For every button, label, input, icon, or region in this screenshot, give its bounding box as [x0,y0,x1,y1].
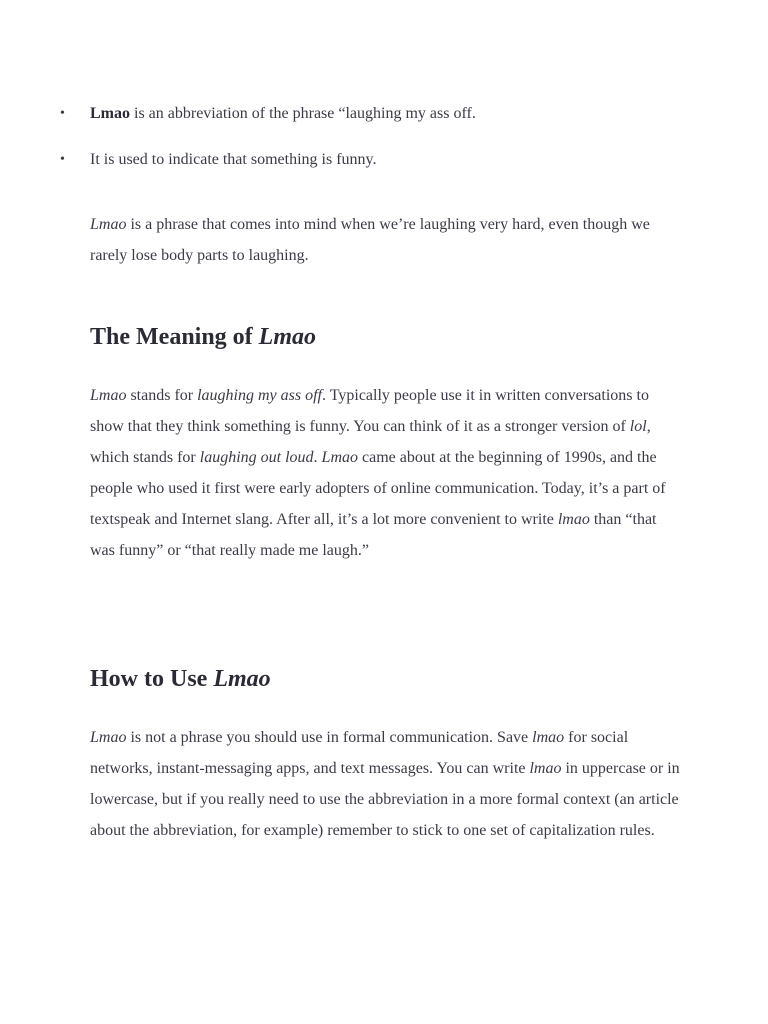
span-italic: Lmao [90,729,127,746]
heading-how-to-use [90,663,271,695]
bullet-dot-icon: • [60,152,65,167]
list-item [60,100,700,128]
span-text: . [313,449,322,466]
span-italic: lmao [532,729,565,746]
bullet-text: is an abbreviation of the phrase “laughing my ass off. [130,105,476,122]
span-italic: lol [629,418,647,435]
span-text: came about at the beginning of 1990s, and the people who used it first were early adopters of online communication. Today, it’s a part of textspeak and Internet slang. After all, it’s a lot more convenient to write [90,449,666,528]
intro-paragraph [90,209,680,271]
span-italic: laughing my ass off [197,387,322,404]
bullet-text: It is used to indicate that something is funny. [90,151,377,168]
span-text: . Typically people use it in written conversations to show that they think something is funny. You can think of it as a stronger version of [90,387,649,435]
usage-paragraph [90,722,680,846]
intro-term: Lmao [90,216,127,233]
span-italic: Lmao [321,449,358,466]
span-italic: Lmao [90,387,127,404]
heading-prefix: How to Use [90,666,214,692]
span-text: than “that was funny” or “that really made me laugh.” [90,511,657,559]
span-text: , which stands for [90,418,651,466]
span-text: for social networks, instant-messaging apps, and text messages. You can write [90,729,629,777]
span-italic: lmao [557,511,590,528]
bullet-dot-icon: • [60,106,65,121]
span-text: is not a phrase you should use in formal communication. Save [126,729,533,746]
heading-meaning [90,321,316,353]
span-italic: laughing out loud [199,449,314,466]
intro-text: is a phrase that comes into mind when we’re laughing very hard, even though we rarely lose body parts to laughing. [90,216,650,264]
heading-term: Lmao [258,324,316,350]
heading-prefix: The Meaning of [90,324,259,350]
meaning-paragraph [90,380,680,566]
list-item [60,146,700,174]
span-text: in uppercase or in lowercase, but if you really need to use the abbreviation in a more formal context (an article about the abbreviation, for example) remember to stick to one set of capitalization rules. [90,760,680,839]
heading-term: Lmao [213,666,271,692]
bullet-list [60,100,700,192]
span-text: stands for [126,387,198,404]
bullet-term: Lmao [90,105,130,122]
span-italic: lmao [529,760,562,777]
